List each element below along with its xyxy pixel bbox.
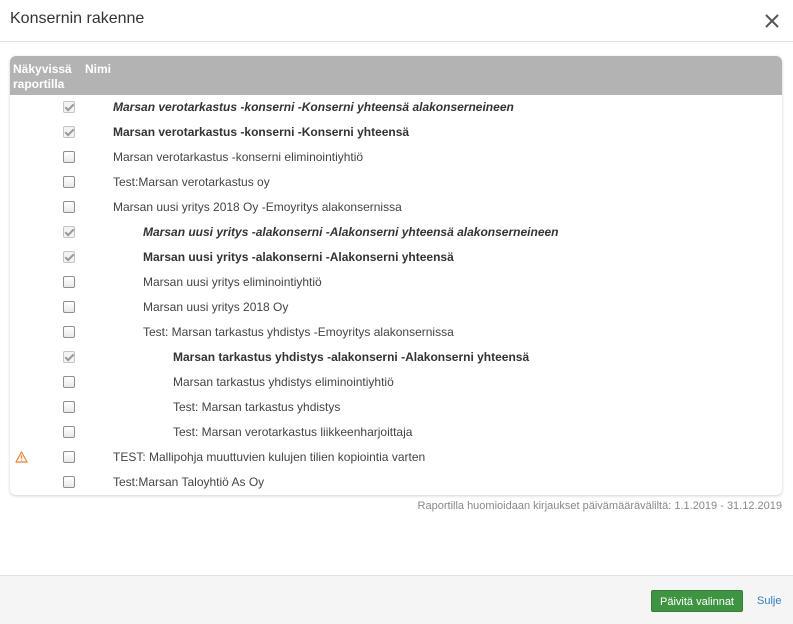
structure-table (10, 56, 782, 495)
entity-name: Marsan tarkastus yhdistys eliminointiyhtiö (173, 375, 394, 389)
entity-name: Marsan uusi yritys 2018 Oy (143, 300, 289, 314)
visibility-checkbox[interactable] (63, 126, 75, 138)
visibility-checkbox[interactable] (63, 251, 75, 263)
table-row (10, 145, 782, 170)
table-row (10, 445, 782, 470)
table-row (10, 245, 782, 270)
table-row (10, 195, 782, 220)
visibility-checkbox[interactable] (63, 151, 75, 163)
entity-name: Test:Marsan Taloyhtiö As Oy (113, 475, 265, 489)
table-row (10, 95, 782, 120)
visibility-checkbox[interactable] (63, 451, 75, 463)
table-row (10, 270, 782, 295)
date-range-note: Raportilla huomioidaan kirjaukset päivämääräväliltä: 1.1.2019 - 31.12.2019 (417, 500, 782, 512)
close-icon[interactable] (763, 12, 781, 30)
entity-name: TEST: Mallipohja muuttuvien kulujen tilien kopiointia varten (113, 450, 426, 464)
visibility-checkbox[interactable] (63, 426, 75, 438)
dialog-footer (0, 575, 793, 624)
visibility-checkbox[interactable] (63, 176, 75, 188)
visibility-checkbox[interactable] (63, 101, 75, 113)
visibility-checkbox[interactable] (63, 376, 75, 388)
entity-name: Test: Marsan verotarkastus liikkeenharjoittaja (173, 425, 413, 439)
table-row (10, 420, 782, 445)
visibility-checkbox[interactable] (63, 226, 75, 238)
visibility-checkbox[interactable] (63, 326, 75, 338)
visibility-checkbox[interactable] (63, 401, 75, 413)
column-header-visible: Näkyvissä raportilla (13, 62, 72, 91)
entity-name: Marsan verotarkastus -konserni -Konserni yhteensä (113, 125, 410, 139)
table-row (10, 470, 782, 495)
entity-name: Marsan verotarkastus -konserni eliminointiyhtiö (113, 150, 364, 164)
table-row (10, 120, 782, 145)
visibility-checkbox[interactable] (63, 351, 75, 363)
entity-name: Test:Marsan verotarkastus oy (113, 175, 270, 189)
entity-name: Marsan verotarkastus -konserni -Konserni yhteensä alakonserneineen (113, 100, 514, 114)
entity-name: Test: Marsan tarkastus yhdistys -Emoyritys alakonsernissa (143, 325, 454, 339)
table-row (10, 370, 782, 395)
entity-name: Test: Marsan tarkastus yhdistys (173, 400, 341, 414)
entity-name: Marsan uusi yritys eliminointiyhtiö (143, 275, 322, 289)
table-row (10, 345, 782, 370)
column-header-name: Nimi (85, 62, 112, 76)
visibility-checkbox[interactable] (63, 276, 75, 288)
entity-name: Marsan tarkastus yhdistys -alakonserni -Alakonserni yhteensä (173, 350, 530, 364)
visibility-checkbox[interactable] (63, 301, 75, 313)
close-link[interactable]: Sulje (757, 595, 782, 607)
visibility-checkbox[interactable] (63, 201, 75, 213)
update-selections-button[interactable]: Päivitä valinnat (651, 590, 743, 612)
visibility-checkbox[interactable] (63, 476, 75, 488)
table-row (10, 320, 782, 345)
dialog-header (0, 0, 793, 42)
entity-name: Marsan uusi yritys -alakonserni -Alakonserni yhteensä alakonserneineen (143, 225, 559, 239)
table-header (10, 56, 782, 95)
table-row (10, 170, 782, 195)
table-body (10, 95, 782, 495)
entity-name: Marsan uusi yritys 2018 Oy -Emoyritys alakonsernissa (113, 200, 402, 214)
dialog-title: Konsernin rakenne (10, 10, 145, 27)
table-row (10, 295, 782, 320)
table-row (10, 395, 782, 420)
warning-icon (15, 451, 28, 463)
entity-name: Marsan uusi yritys -alakonserni -Alakonserni yhteensä (143, 250, 454, 264)
table-row (10, 220, 782, 245)
